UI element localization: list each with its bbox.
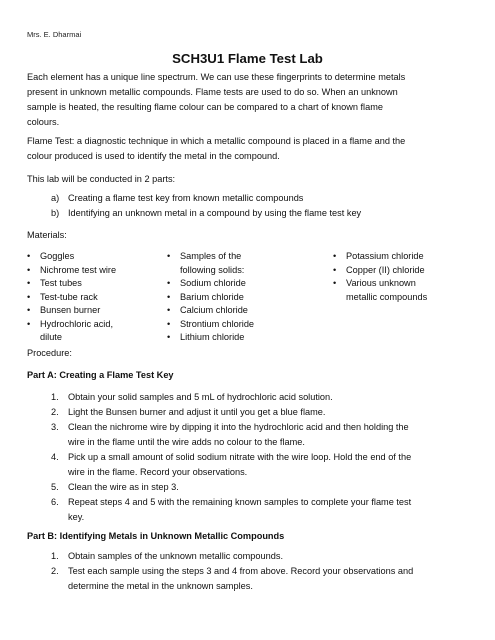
- step-line: Repeat steps 4 and 5 with the remaining known samples to complete your flame test: [68, 497, 412, 507]
- list-item: • Various unknown: [333, 277, 483, 291]
- list-item: • Barium chloride: [167, 291, 312, 305]
- list-item: • Copper (II) chloride: [333, 264, 483, 278]
- step-line: key.: [68, 512, 85, 522]
- step-line: determine the metal in the unknown samples.: [68, 581, 253, 591]
- intro-line: Each element has a unique line spectrum. We can use these fingerprints to determine metals: [27, 72, 406, 82]
- step-number: 3.: [51, 422, 59, 432]
- materials-column-3: [333, 250, 483, 304]
- part-b-heading: Part B: Identifying Metals in Unknown Metallic Compounds: [27, 531, 285, 541]
- list-item: [51, 206, 471, 221]
- author-header: Mrs. E. Dharmai: [27, 30, 82, 39]
- list-item-continuation: dilute: [40, 332, 62, 342]
- step-line: Pick up a small amount of solid sodium nitrate with the wire loop. Hold the end of the: [68, 452, 412, 462]
- list-item: • Nichrome test wire: [27, 264, 152, 278]
- step-line: Test each sample using the steps 3 and 4 from above. Record your observations and: [68, 566, 414, 576]
- list-item: [51, 191, 471, 206]
- step-line: Light the Bunsen burner and adjust it until you get a blue flame.: [68, 407, 326, 417]
- step-line: Clean the wire as in step 3.: [68, 482, 179, 492]
- definition-line: colour produced is used to identify the metal in the compound.: [27, 151, 280, 161]
- list-item: • Test tubes: [27, 277, 152, 291]
- step-number: 2.: [51, 566, 59, 576]
- list-item: • Hydrochloric acid,: [27, 318, 152, 332]
- list-marker: b): [51, 208, 60, 218]
- step-item: [51, 405, 471, 420]
- step-item: [51, 390, 471, 405]
- step-item: [51, 480, 471, 495]
- materials-heading: Materials:: [27, 230, 67, 240]
- step-line: Clean the nichrome wire by dipping it into the hydrochloric acid and then holding the: [68, 422, 409, 432]
- list-item: • Sodium chloride: [167, 277, 312, 291]
- list-item: • Samples of the: [167, 250, 312, 264]
- step-number: 6.: [51, 497, 59, 507]
- materials-column-2: [167, 250, 312, 345]
- step-number: 2.: [51, 407, 59, 417]
- list-item: • Lithium chloride: [167, 331, 312, 345]
- step-number: 4.: [51, 452, 59, 462]
- part-a-heading: Part A: Creating a Flame Test Key: [27, 370, 174, 380]
- definition-paragraph: [27, 134, 472, 164]
- step-number: 5.: [51, 482, 59, 492]
- list-item-text: Identifying an unknown metal in a compound by using the flame test key: [68, 208, 362, 218]
- list-item-continuation: metallic compounds: [346, 291, 428, 302]
- list-item-continuation: following solids:: [180, 264, 245, 275]
- intro-paragraph: [27, 70, 472, 130]
- parts-list: [51, 191, 471, 221]
- part-b-steps: [51, 549, 471, 594]
- step-line: wire in the flame. Record your observations.: [68, 467, 248, 477]
- step-item: [51, 450, 471, 480]
- part-a-steps: [51, 390, 471, 525]
- step-item: [51, 420, 471, 450]
- list-item-text: Creating a flame test key from known metallic compounds: [68, 193, 304, 203]
- intro-line: colours.: [27, 117, 60, 127]
- list-marker: a): [51, 193, 60, 203]
- step-line: wire in the flame until the wire adds no colour to the flame.: [68, 437, 305, 447]
- procedure-heading: Procedure:: [27, 348, 72, 358]
- step-item: [51, 564, 471, 594]
- definition-line: Flame Test: a diagnostic technique in which a metallic compound is placed in a flame and the: [27, 136, 406, 146]
- list-item: • Potassium chloride: [333, 250, 483, 264]
- step-line: Obtain samples of the unknown metallic compounds.: [68, 551, 284, 561]
- parts-intro: This lab will be conducted in 2 parts:: [27, 174, 176, 184]
- step-number: 1.: [51, 392, 59, 402]
- materials-column-1: [27, 250, 152, 345]
- list-item: • Strontium chloride: [167, 318, 312, 332]
- list-item: • Calcium chloride: [167, 304, 312, 318]
- step-item: [51, 495, 471, 525]
- intro-line: sample is heated, the resulting flame colour can be compared to a chart of known flame: [27, 102, 383, 112]
- step-line: Obtain your solid samples and 5 mL of hydrochloric acid solution.: [68, 392, 333, 402]
- page-title: SCH3U1 Flame Test Lab: [172, 51, 323, 66]
- list-item: • Bunsen burner: [27, 304, 152, 318]
- step-item: [51, 549, 471, 564]
- step-number: 1.: [51, 551, 59, 561]
- intro-line: present in unknown metallic compounds. Flame tests are used to do so. When an unknown: [27, 87, 398, 97]
- list-item: • Test-tube rack: [27, 291, 152, 305]
- list-item: • Goggles: [27, 250, 152, 264]
